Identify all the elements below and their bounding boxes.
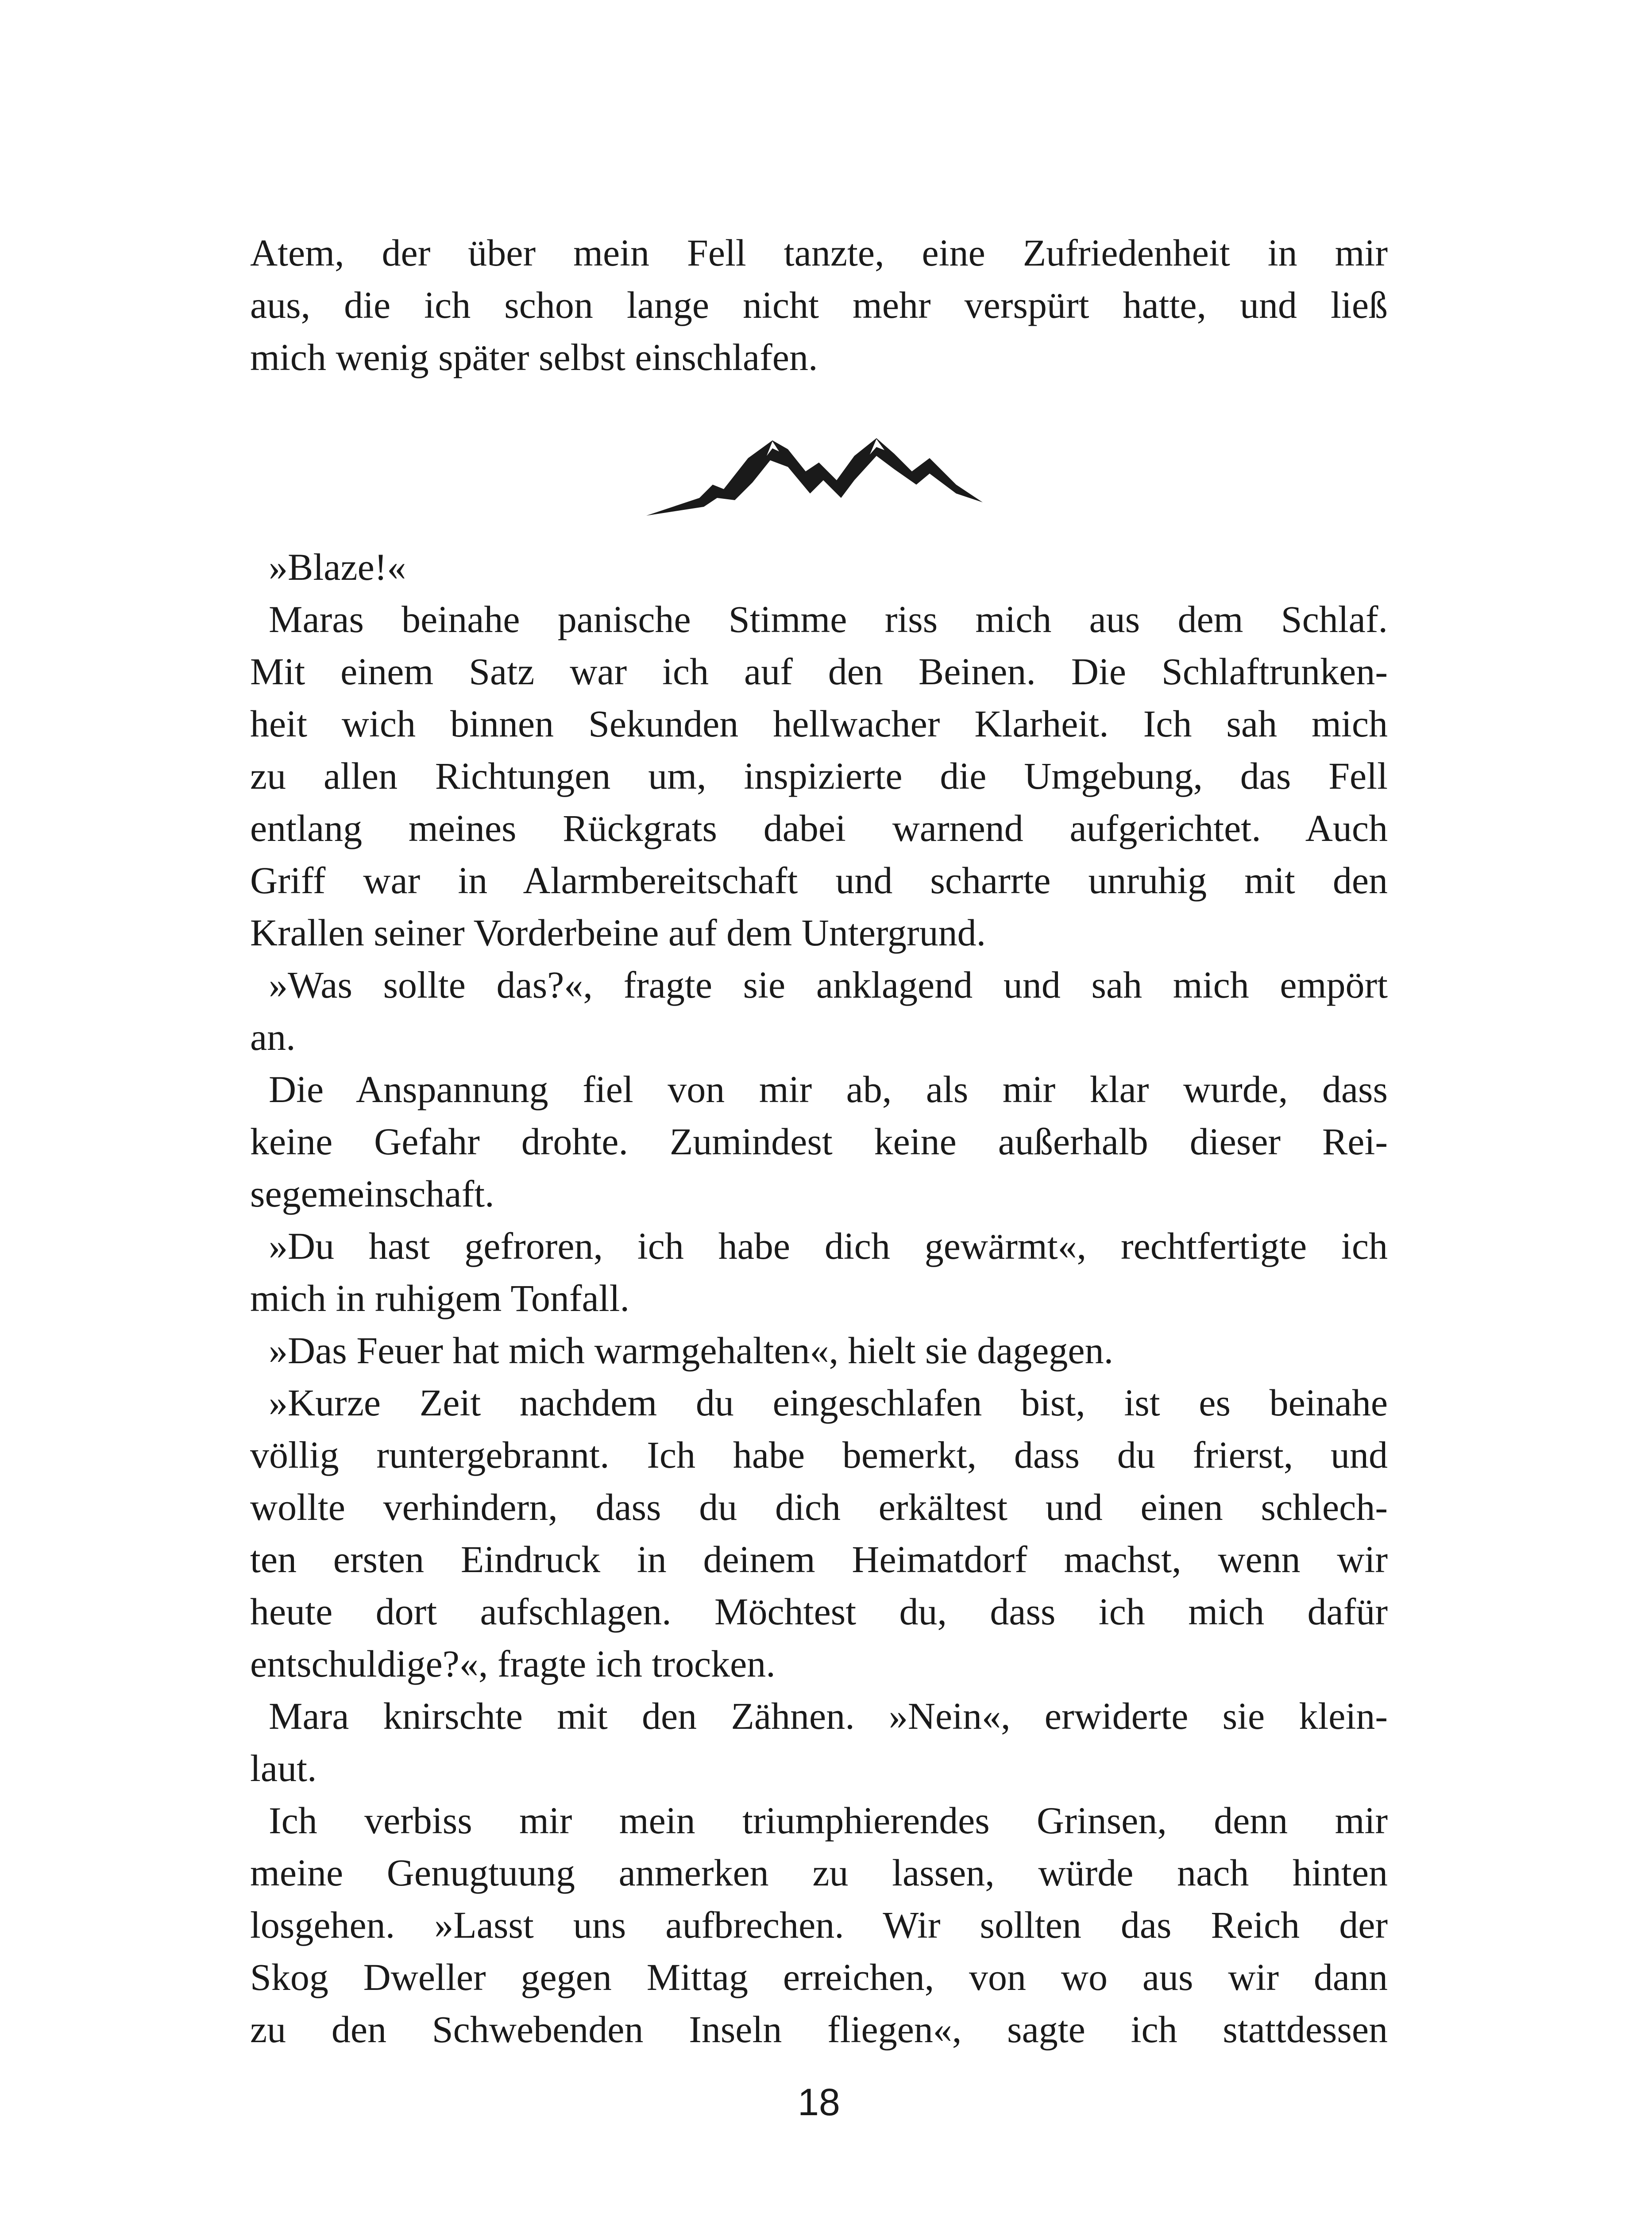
text-line: Griff war in Alarmbereitschaft und scharrte unruhig mit den [250, 859, 1388, 902]
text-line: entschuldige?«, fragte ich trocken. [250, 1642, 776, 1685]
text-line: Die Anspannung fiel von mir ab, als mir klar wurde, dass [269, 1068, 1388, 1110]
text-line: »Was sollte das?«, fragte sie anklagend und sah mich empört [269, 964, 1388, 1006]
main-text [250, 541, 1388, 2055]
text-line: »Blaze!« [269, 546, 406, 588]
text-line: ten ersten Eindruck in deinem Heimatdorf machst, wenn wir [250, 1538, 1388, 1581]
text-line: keine Gefahr drohte. Zumindest keine außerhalb dieser Rei- [250, 1120, 1388, 1163]
text-line: Maras beinahe panische Stimme riss mich aus dem Schlaf. [269, 598, 1388, 640]
text-line: »Du hast gefroren, ich habe dich gewärmt«, rechtfertigte ich [269, 1225, 1388, 1267]
paragraph-continuation [250, 227, 1388, 383]
text-line: heit wich binnen Sekunden hellwacher Klarheit. Ich sah mich [250, 702, 1388, 745]
text-line: Mit einem Satz war ich auf den Beinen. Die Schlaftrunken- [250, 650, 1388, 693]
text-line: mich in ruhigem Tonfall. [250, 1277, 630, 1319]
text-line: Mara knirschte mit den Zähnen. »Nein«, erwiderte sie klein- [269, 1695, 1388, 1737]
text-line: »Kurze Zeit nachdem du eingeschlafen bist, ist es beinahe [269, 1381, 1388, 1424]
text-line: an. [250, 1016, 296, 1058]
text-line: aus, die ich schon lange nicht mehr verspürt hatte, und ließ [250, 284, 1388, 326]
text-line: meine Genugtuung anmerken zu lassen, würde nach hinten [250, 1851, 1388, 1894]
text-line: Krallen seiner Vorderbeine auf dem Untergrund. [250, 911, 986, 954]
text-line: heute dort aufschlagen. Möchtest du, dass ich mich dafür [250, 1590, 1388, 1633]
text-line: Atem, der über mein Fell tanzte, eine Zufriedenheit in mir [250, 231, 1388, 274]
text-line: laut. [250, 1747, 317, 1789]
text-line: zu allen Richtungen um, inspizierte die Umgebung, das Fell [250, 755, 1388, 797]
text-line: »Das Feuer hat mich warmgehalten«, hielt sie dagegen. [269, 1329, 1114, 1372]
text-line: entlang meines Rückgrats dabei warnend aufgerichtet. Auch [250, 807, 1388, 849]
text-line: wollte verhindern, dass du dich erkältest und einen schlech- [250, 1486, 1388, 1528]
text-line: mich wenig später selbst einschlafen. [250, 336, 818, 378]
text-line: losgehen. »Lasst uns aufbrechen. Wir sollten das Reich der [250, 1904, 1388, 1946]
text-line: völlig runtergebrannt. Ich habe bemerkt, dass du frierst, und [250, 1434, 1388, 1476]
page-number: 18 [798, 2081, 840, 2124]
text-line: Ich verbiss mir mein triumphierendes Grinsen, denn mir [269, 1799, 1388, 1842]
mountain-range-icon [646, 432, 983, 520]
text-line: Skog Dweller gegen Mittag erreichen, von wo aus wir dann [250, 1956, 1388, 1998]
text-line: segemeinschaft. [250, 1172, 494, 1215]
text-line: zu den Schwebenden Inseln fliegen«, sagte ich stattdessen [250, 2008, 1388, 2051]
